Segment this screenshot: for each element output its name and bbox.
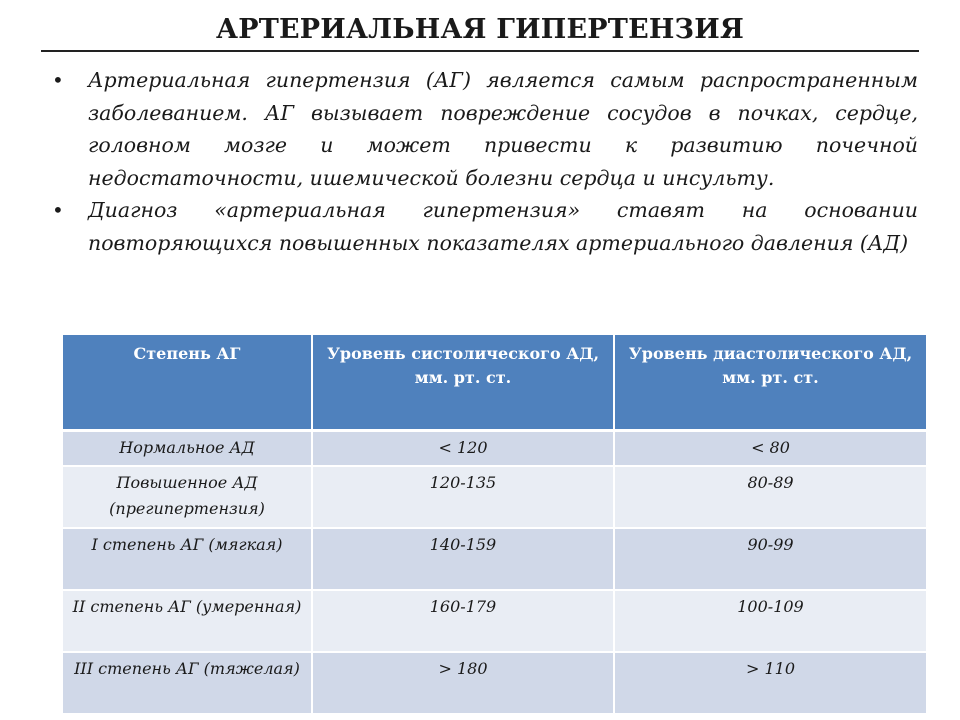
grade-cell: I степень АГ (мягкая) xyxy=(63,528,312,590)
systolic-cell: < 120 xyxy=(312,431,614,467)
bullet-item xyxy=(50,64,918,194)
systolic-cell: 160-179 xyxy=(312,590,614,652)
header-systolic: Уровень систолического АД, мм. рт. ст. xyxy=(312,335,614,431)
header-diastolic: Уровень диастолического АД, мм. рт. ст. xyxy=(614,335,926,431)
table-row xyxy=(63,590,926,652)
diastolic-cell: 90-99 xyxy=(614,528,926,590)
grade-cell: III степень АГ (тяжелая) xyxy=(63,652,312,714)
slide-title: АРТЕРИАЛЬНАЯ ГИПЕРТЕНЗИЯ xyxy=(216,14,744,45)
grade-cell: Нормальное АД xyxy=(63,431,312,467)
diastolic-cell: 100-109 xyxy=(614,590,926,652)
bullet-text: Диагноз «артериальная гипертензия» ставят на основании повторяющихся повышенных показателях артериального давления (АД) xyxy=(88,198,918,255)
diastolic-cell: 80-89 xyxy=(614,466,926,528)
table-row xyxy=(63,652,926,714)
grade-cell: Повышенное АД (прегипертензия) xyxy=(63,466,312,528)
systolic-cell: 140-159 xyxy=(312,528,614,590)
table-row xyxy=(63,528,926,590)
table-row xyxy=(63,431,926,467)
systolic-cell: > 180 xyxy=(312,652,614,714)
bullet-item xyxy=(50,194,918,259)
bullet-dot-icon: • xyxy=(52,198,64,222)
bullet-text: Артериальная гипертензия (АГ) является самым распространенным заболеванием. АГ вызывает повреждение сосудов в почках, сердце, головном мозге и может привести к развитию почечной недостаточности, ишемической болезни сердца и инсульту. xyxy=(88,68,918,190)
diastolic-cell: < 80 xyxy=(614,431,926,467)
hypertension-grades-table xyxy=(63,335,926,715)
bullet-list xyxy=(50,64,918,259)
title-divider xyxy=(41,50,919,52)
header-grade: Степень АГ xyxy=(63,335,312,431)
table-header-row xyxy=(63,335,926,431)
table-row xyxy=(63,466,926,528)
grade-cell: II степень АГ (умеренная) xyxy=(63,590,312,652)
diastolic-cell: > 110 xyxy=(614,652,926,714)
systolic-cell: 120-135 xyxy=(312,466,614,528)
bullet-dot-icon: • xyxy=(52,68,64,92)
